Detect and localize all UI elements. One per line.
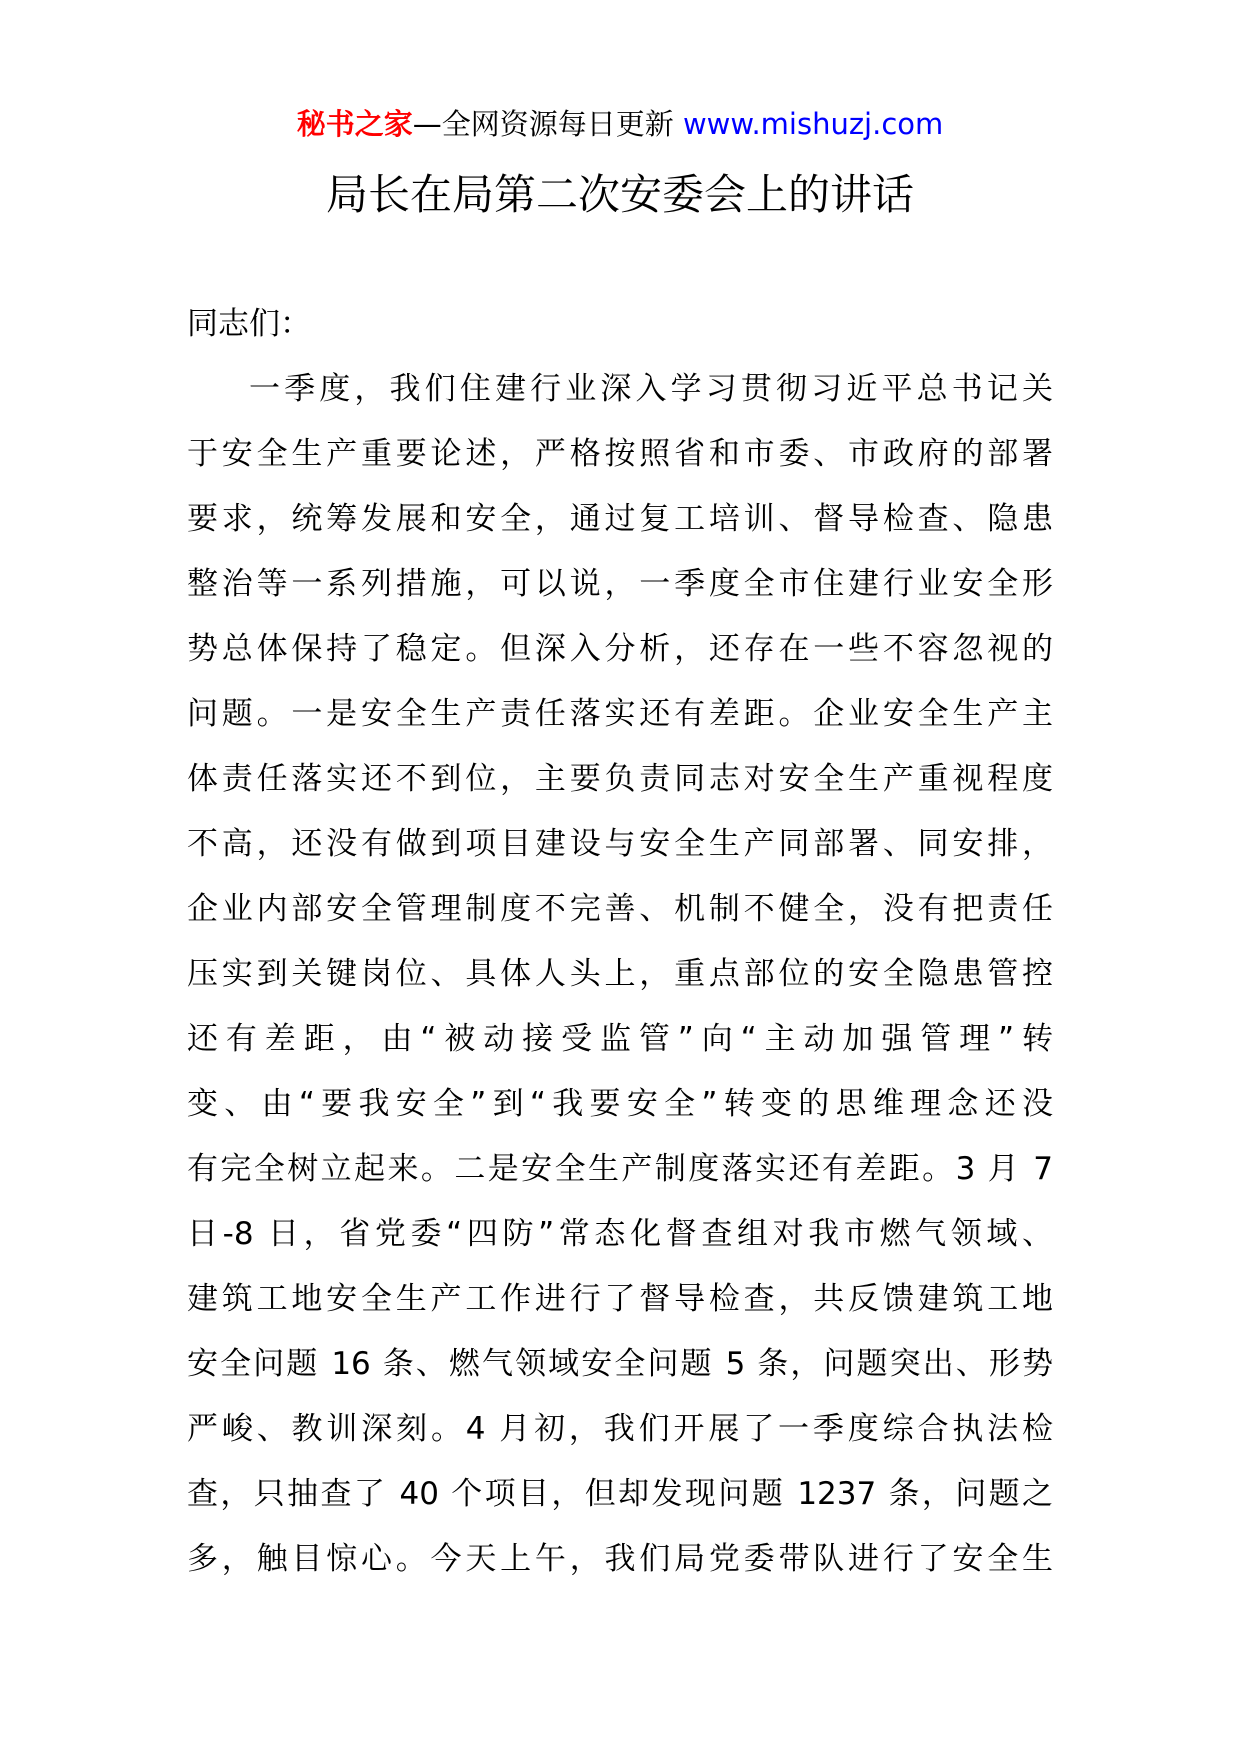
paragraph-line: 查，只抽查了 40 个项目，但却发现问题 1237 条，问题之 bbox=[187, 1476, 1053, 1512]
paragraph-line: 企业内部安全管理制度不完善、机制不健全，没有把责任 bbox=[187, 891, 1053, 927]
site-header bbox=[0, 100, 1240, 148]
site-url-link[interactable]: www.mishuzj.com bbox=[682, 107, 944, 141]
paragraph-line: 多，触目惊心。今天上午，我们局党委带队进行了安全生 bbox=[187, 1541, 1053, 1577]
paragraph-line: 体责任落实还不到位，主要负责同志对安全生产重视程度 bbox=[187, 761, 1053, 797]
paragraph-line: 建筑工地安全生产工作进行了督导检查，共反馈建筑工地 bbox=[187, 1281, 1053, 1317]
paragraph-line: 问题。一是安全生产责任落实还有差距。企业安全生产主 bbox=[187, 696, 1053, 732]
paragraph-line: 一季度，我们住建行业深入学习贯彻习近平总书记关 bbox=[249, 371, 1053, 407]
salutation: 同志们： bbox=[187, 306, 311, 342]
site-tagline: —全网资源每日更新 bbox=[412, 107, 683, 141]
document-title: 局长在局第二次安委会上的讲话 bbox=[325, 170, 914, 219]
paragraph-line: 严峻、教训深刻。4 月初，我们开展了一季度综合执法检 bbox=[187, 1411, 1053, 1447]
paragraph-line: 不高，还没有做到项目建设与安全生产同部署、同安排， bbox=[187, 826, 1053, 862]
paragraph-line: 日-8 日，省党委“四防”常态化督查组对我市燃气领域、 bbox=[187, 1216, 1053, 1252]
paragraph-line: 于安全生产重要论述，严格按照省和市委、市政府的部署 bbox=[187, 436, 1053, 472]
paragraph-line: 还有差距，由“被动接受监管”向“主动加强管理”转 bbox=[187, 1021, 1053, 1057]
paragraph-line: 要求，统筹发展和安全，通过复工培训、督导检查、隐患 bbox=[187, 501, 1053, 537]
paragraph-line: 整治等一系列措施，可以说，一季度全市住建行业安全形 bbox=[187, 566, 1053, 602]
paragraph-line: 安全问题 16 条、燃气领域安全问题 5 条，问题突出、形势 bbox=[187, 1346, 1053, 1382]
paragraph-line: 势总体保持了稳定。但深入分析，还存在一些不容忽视的 bbox=[187, 631, 1053, 667]
site-brand: 秘书之家 bbox=[296, 107, 413, 141]
body-paragraph bbox=[187, 357, 1053, 1592]
paragraph-line: 有完全树立起来。二是安全生产制度落实还有差距。3 月 7 bbox=[187, 1151, 1053, 1187]
document-body bbox=[187, 292, 1053, 1592]
paragraph-line: 变、由“要我安全”到“我要安全”转变的思维理念还没 bbox=[187, 1086, 1053, 1122]
paragraph-line: 压实到关键岗位、具体人头上，重点部位的安全隐患管控 bbox=[187, 956, 1053, 992]
